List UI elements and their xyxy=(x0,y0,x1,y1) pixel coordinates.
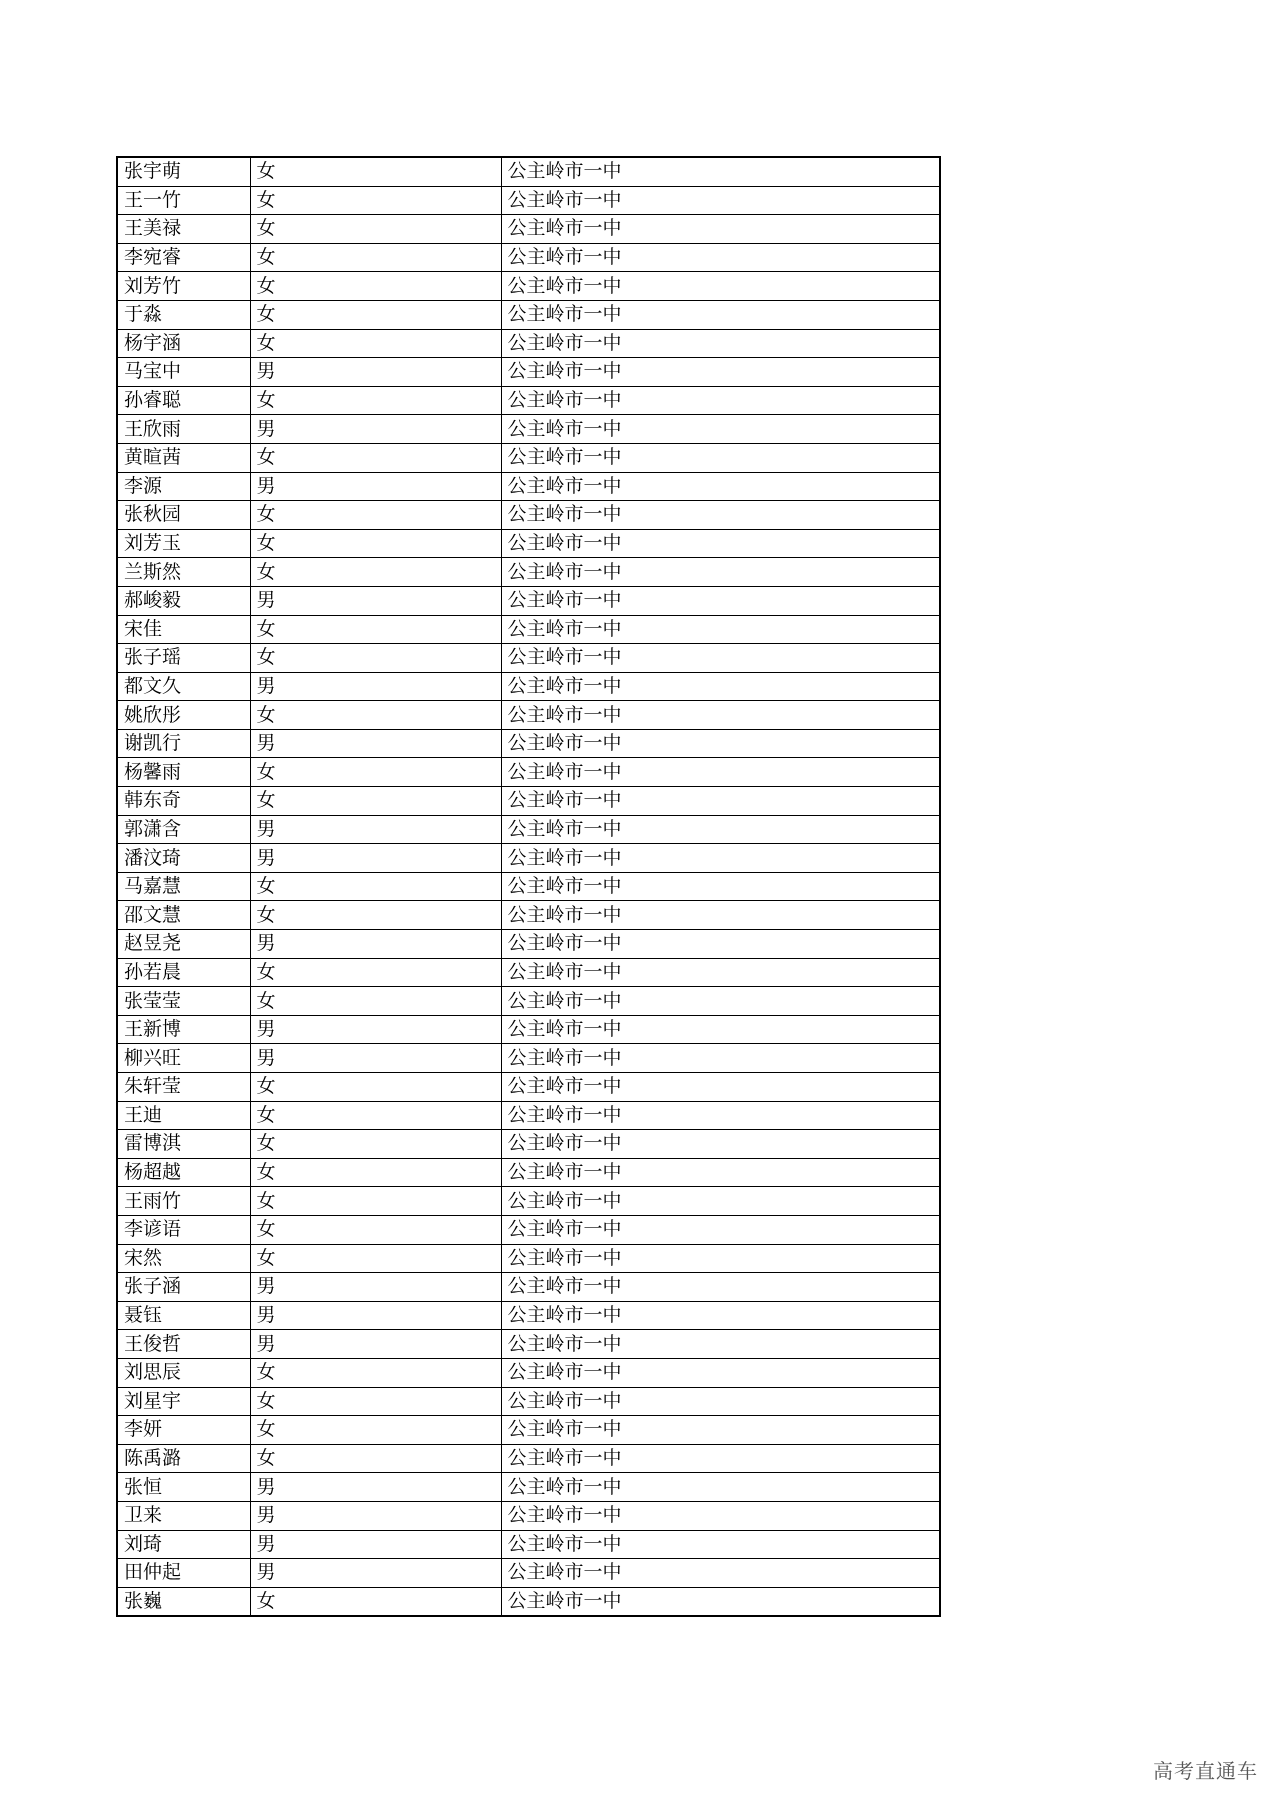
school-cell: 公主岭市一中 xyxy=(501,501,940,530)
gender-cell: 男 xyxy=(250,672,501,701)
gender-cell: 女 xyxy=(250,300,501,329)
school-cell: 公主岭市一中 xyxy=(501,1273,940,1302)
gender-cell: 女 xyxy=(250,1187,501,1216)
student-name-cell: 郝峻毅 xyxy=(117,586,250,615)
gender-cell: 女 xyxy=(250,1587,501,1616)
school-cell: 公主岭市一中 xyxy=(501,1244,940,1273)
gender-cell: 男 xyxy=(250,1501,501,1530)
student-name-cell: 王迪 xyxy=(117,1101,250,1130)
student-name-cell: 姚欣彤 xyxy=(117,701,250,730)
student-name-cell: 宋佳 xyxy=(117,615,250,644)
student-name-cell: 聂钰 xyxy=(117,1301,250,1330)
table-row xyxy=(117,558,940,587)
school-cell: 公主岭市一中 xyxy=(501,844,940,873)
school-cell: 公主岭市一中 xyxy=(501,1473,940,1502)
gender-cell: 男 xyxy=(250,1473,501,1502)
school-cell: 公主岭市一中 xyxy=(501,1101,940,1130)
table-row xyxy=(117,186,940,215)
table-row xyxy=(117,529,940,558)
student-name-cell: 郭潇含 xyxy=(117,815,250,844)
student-name-cell: 王美禄 xyxy=(117,215,250,244)
gender-cell: 女 xyxy=(250,215,501,244)
table-row xyxy=(117,1215,940,1244)
gender-cell: 男 xyxy=(250,1044,501,1073)
gender-cell: 女 xyxy=(250,243,501,272)
gender-cell: 女 xyxy=(250,872,501,901)
table-row xyxy=(117,329,940,358)
student-name-cell: 刘芳竹 xyxy=(117,272,250,301)
table-row xyxy=(117,1158,940,1187)
student-name-cell: 李宛睿 xyxy=(117,243,250,272)
table-row xyxy=(117,1073,940,1102)
table-row xyxy=(117,701,940,730)
gender-cell: 男 xyxy=(250,1273,501,1302)
table-row xyxy=(117,729,940,758)
table-row xyxy=(117,615,940,644)
school-cell: 公主岭市一中 xyxy=(501,558,940,587)
student-name-cell: 王欣雨 xyxy=(117,415,250,444)
table-row xyxy=(117,157,940,186)
student-name-cell: 杨宇涵 xyxy=(117,329,250,358)
table-row xyxy=(117,872,940,901)
student-name-cell: 王雨竹 xyxy=(117,1187,250,1216)
student-name-cell: 马宝中 xyxy=(117,358,250,387)
table-row xyxy=(117,358,940,387)
table-row xyxy=(117,501,940,530)
table-row xyxy=(117,787,940,816)
table-row xyxy=(117,1587,940,1616)
school-cell: 公主岭市一中 xyxy=(501,1587,940,1616)
school-cell: 公主岭市一中 xyxy=(501,1044,940,1073)
student-name-cell: 张宇萌 xyxy=(117,157,250,186)
gender-cell: 男 xyxy=(250,1330,501,1359)
student-name-cell: 杨超越 xyxy=(117,1158,250,1187)
student-name-cell: 黄暄茜 xyxy=(117,443,250,472)
school-cell: 公主岭市一中 xyxy=(501,787,940,816)
school-cell: 公主岭市一中 xyxy=(501,415,940,444)
student-name-cell: 潘汶琦 xyxy=(117,844,250,873)
table-row xyxy=(117,987,940,1016)
school-cell: 公主岭市一中 xyxy=(501,358,940,387)
table-row xyxy=(117,901,940,930)
school-cell: 公主岭市一中 xyxy=(501,1130,940,1159)
table-row xyxy=(117,1358,940,1387)
school-cell: 公主岭市一中 xyxy=(501,300,940,329)
table-row xyxy=(117,1330,940,1359)
school-cell: 公主岭市一中 xyxy=(501,272,940,301)
student-name-cell: 雷博淇 xyxy=(117,1130,250,1159)
school-cell: 公主岭市一中 xyxy=(501,1215,940,1244)
school-cell: 公主岭市一中 xyxy=(501,215,940,244)
school-cell: 公主岭市一中 xyxy=(501,443,940,472)
table-row xyxy=(117,1273,940,1302)
table-row xyxy=(117,272,940,301)
gender-cell: 男 xyxy=(250,358,501,387)
student-name-cell: 张子瑶 xyxy=(117,644,250,673)
gender-cell: 男 xyxy=(250,472,501,501)
student-name-cell: 王新博 xyxy=(117,1015,250,1044)
table-row xyxy=(117,1501,940,1530)
student-name-cell: 刘思辰 xyxy=(117,1358,250,1387)
school-cell: 公主岭市一中 xyxy=(501,758,940,787)
school-cell: 公主岭市一中 xyxy=(501,386,940,415)
student-name-cell: 王一竹 xyxy=(117,186,250,215)
gender-cell: 女 xyxy=(250,758,501,787)
table-row xyxy=(117,1559,940,1588)
table-row xyxy=(117,472,940,501)
student-name-cell: 田仲起 xyxy=(117,1559,250,1588)
gender-cell: 女 xyxy=(250,787,501,816)
school-cell: 公主岭市一中 xyxy=(501,586,940,615)
table-row xyxy=(117,758,940,787)
gender-cell: 男 xyxy=(250,1301,501,1330)
table-row xyxy=(117,415,940,444)
school-cell: 公主岭市一中 xyxy=(501,186,940,215)
school-cell: 公主岭市一中 xyxy=(501,157,940,186)
gender-cell: 女 xyxy=(250,1358,501,1387)
student-name-cell: 李源 xyxy=(117,472,250,501)
table-row xyxy=(117,586,940,615)
student-name-cell: 张恒 xyxy=(117,1473,250,1502)
gender-cell: 男 xyxy=(250,815,501,844)
student-name-cell: 张巍 xyxy=(117,1587,250,1616)
student-name-cell: 孙若晨 xyxy=(117,958,250,987)
school-cell: 公主岭市一中 xyxy=(501,615,940,644)
student-name-cell: 柳兴旺 xyxy=(117,1044,250,1073)
student-name-cell: 韩东奇 xyxy=(117,787,250,816)
gender-cell: 女 xyxy=(250,501,501,530)
school-cell: 公主岭市一中 xyxy=(501,958,940,987)
table-row xyxy=(117,1444,940,1473)
gender-cell: 男 xyxy=(250,844,501,873)
student-name-cell: 孙睿聪 xyxy=(117,386,250,415)
table-row xyxy=(117,1044,940,1073)
school-cell: 公主岭市一中 xyxy=(501,1358,940,1387)
student-name-cell: 李妍 xyxy=(117,1416,250,1445)
gender-cell: 男 xyxy=(250,1530,501,1559)
gender-cell: 女 xyxy=(250,901,501,930)
school-cell: 公主岭市一中 xyxy=(501,243,940,272)
student-name-cell: 刘芳玉 xyxy=(117,529,250,558)
student-name-cell: 邵文慧 xyxy=(117,901,250,930)
table-row xyxy=(117,215,940,244)
gender-cell: 女 xyxy=(250,1215,501,1244)
gender-cell: 男 xyxy=(250,415,501,444)
gender-cell: 女 xyxy=(250,329,501,358)
gender-cell: 女 xyxy=(250,987,501,1016)
gender-cell: 女 xyxy=(250,615,501,644)
table-row xyxy=(117,1416,940,1445)
gender-cell: 女 xyxy=(250,558,501,587)
student-name-cell: 张子涵 xyxy=(117,1273,250,1302)
school-cell: 公主岭市一中 xyxy=(501,1015,940,1044)
school-cell: 公主岭市一中 xyxy=(501,930,940,959)
student-name-cell: 李谚语 xyxy=(117,1215,250,1244)
student-name-cell: 赵昱尧 xyxy=(117,930,250,959)
gender-cell: 男 xyxy=(250,586,501,615)
gender-cell: 女 xyxy=(250,1244,501,1273)
watermark-text: 高考直通车 xyxy=(1153,1759,1258,1783)
student-roster-table xyxy=(116,156,941,1617)
student-name-cell: 张莹莹 xyxy=(117,987,250,1016)
school-cell: 公主岭市一中 xyxy=(501,1501,940,1530)
school-cell: 公主岭市一中 xyxy=(501,1301,940,1330)
school-cell: 公主岭市一中 xyxy=(501,529,940,558)
gender-cell: 男 xyxy=(250,930,501,959)
school-cell: 公主岭市一中 xyxy=(501,1444,940,1473)
school-cell: 公主岭市一中 xyxy=(501,701,940,730)
student-name-cell: 王俊哲 xyxy=(117,1330,250,1359)
table-row xyxy=(117,672,940,701)
school-cell: 公主岭市一中 xyxy=(501,872,940,901)
school-cell: 公主岭市一中 xyxy=(501,1559,940,1588)
table-row xyxy=(117,930,940,959)
table-row xyxy=(117,958,940,987)
gender-cell: 女 xyxy=(250,529,501,558)
student-name-cell: 宋然 xyxy=(117,1244,250,1273)
roster-body xyxy=(117,157,940,1616)
table-row xyxy=(117,1130,940,1159)
student-name-cell: 谢凯行 xyxy=(117,729,250,758)
school-cell: 公主岭市一中 xyxy=(501,1330,940,1359)
student-name-cell: 马嘉慧 xyxy=(117,872,250,901)
school-cell: 公主岭市一中 xyxy=(501,472,940,501)
table-row xyxy=(117,815,940,844)
school-cell: 公主岭市一中 xyxy=(501,729,940,758)
table-row xyxy=(117,300,940,329)
table-row xyxy=(117,386,940,415)
table-row xyxy=(117,1187,940,1216)
gender-cell: 女 xyxy=(250,958,501,987)
student-name-cell: 卫来 xyxy=(117,1501,250,1530)
table-row xyxy=(117,1244,940,1273)
gender-cell: 女 xyxy=(250,1130,501,1159)
school-cell: 公主岭市一中 xyxy=(501,1416,940,1445)
school-cell: 公主岭市一中 xyxy=(501,1187,940,1216)
table-row xyxy=(117,1387,940,1416)
table-row xyxy=(117,1015,940,1044)
student-name-cell: 张秋园 xyxy=(117,501,250,530)
table-row xyxy=(117,243,940,272)
student-name-cell: 刘星宇 xyxy=(117,1387,250,1416)
gender-cell: 女 xyxy=(250,1158,501,1187)
school-cell: 公主岭市一中 xyxy=(501,672,940,701)
school-cell: 公主岭市一中 xyxy=(501,644,940,673)
gender-cell: 女 xyxy=(250,1387,501,1416)
gender-cell: 女 xyxy=(250,1101,501,1130)
table-row xyxy=(117,1530,940,1559)
gender-cell: 女 xyxy=(250,443,501,472)
table-row xyxy=(117,1473,940,1502)
school-cell: 公主岭市一中 xyxy=(501,987,940,1016)
student-name-cell: 都文久 xyxy=(117,672,250,701)
table-row xyxy=(117,1101,940,1130)
student-name-cell: 兰斯然 xyxy=(117,558,250,587)
gender-cell: 男 xyxy=(250,1559,501,1588)
student-name-cell: 杨馨雨 xyxy=(117,758,250,787)
school-cell: 公主岭市一中 xyxy=(501,329,940,358)
gender-cell: 女 xyxy=(250,701,501,730)
table-row xyxy=(117,1301,940,1330)
gender-cell: 女 xyxy=(250,186,501,215)
gender-cell: 男 xyxy=(250,1015,501,1044)
school-cell: 公主岭市一中 xyxy=(501,815,940,844)
school-cell: 公主岭市一中 xyxy=(501,1073,940,1102)
table-row xyxy=(117,443,940,472)
student-name-cell: 刘琦 xyxy=(117,1530,250,1559)
gender-cell: 女 xyxy=(250,272,501,301)
table-row xyxy=(117,644,940,673)
student-name-cell: 朱轩莹 xyxy=(117,1073,250,1102)
gender-cell: 女 xyxy=(250,1444,501,1473)
gender-cell: 男 xyxy=(250,729,501,758)
student-name-cell: 于淼 xyxy=(117,300,250,329)
gender-cell: 女 xyxy=(250,1416,501,1445)
gender-cell: 女 xyxy=(250,644,501,673)
gender-cell: 女 xyxy=(250,157,501,186)
student-name-cell: 陈禹潞 xyxy=(117,1444,250,1473)
school-cell: 公主岭市一中 xyxy=(501,1530,940,1559)
school-cell: 公主岭市一中 xyxy=(501,901,940,930)
gender-cell: 女 xyxy=(250,1073,501,1102)
table-row xyxy=(117,844,940,873)
school-cell: 公主岭市一中 xyxy=(501,1158,940,1187)
gender-cell: 女 xyxy=(250,386,501,415)
school-cell: 公主岭市一中 xyxy=(501,1387,940,1416)
